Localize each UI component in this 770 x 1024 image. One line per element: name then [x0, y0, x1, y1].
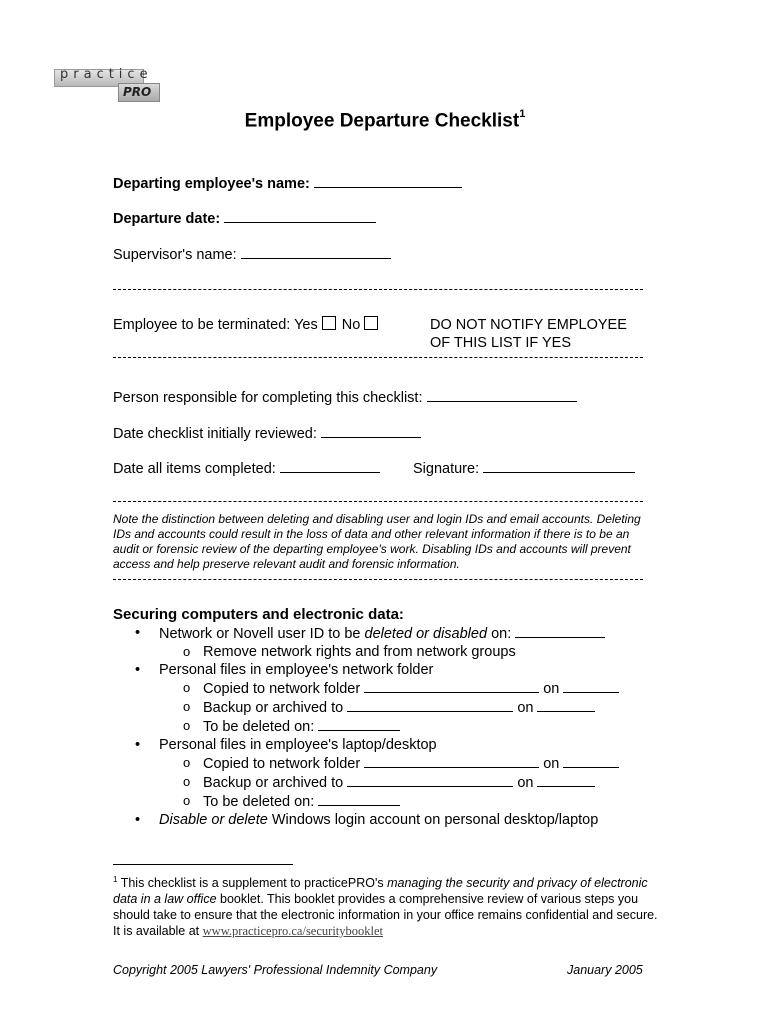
- laptop-backup-date-blank[interactable]: [537, 773, 595, 787]
- copyright-text: Copyright 2005 Lawyers' Professional Indemnity Company: [113, 963, 438, 977]
- network-delete-date-blank[interactable]: [318, 717, 400, 731]
- date-completed-blank[interactable]: [280, 459, 380, 473]
- dashed-divider: [113, 357, 643, 358]
- signature-field: Signature:: [413, 459, 635, 477]
- dashed-divider: [113, 501, 643, 502]
- list-item: o To be deleted on:: [113, 717, 673, 736]
- list-item: • Disable or delete Windows login account on personal desktop/laptop: [113, 811, 673, 829]
- list-item: o Backup or archived to on: [113, 698, 673, 717]
- departing-name-blank[interactable]: [314, 174, 462, 188]
- person-responsible-field: Person responsible for completing this checklist:: [113, 388, 577, 406]
- laptop-backup-blank[interactable]: [347, 773, 513, 787]
- laptop-copy-date-blank[interactable]: [563, 754, 619, 768]
- logo-pro: PRO: [123, 85, 152, 99]
- yes-checkbox[interactable]: [322, 316, 336, 330]
- page-title: Employee Departure Checklist$^1$: [244, 108, 526, 132]
- practicepro-logo: [54, 63, 158, 103]
- footnote: $^1$ This checklist is a supplement to practicePRO's managing the security and privacy of electronic data in a law office booklet. This booklet provides a comprehensive review of various steps you should take to ensure that the electronic information in your office remains confidential and secure. It is available at www.practicepro.ca/securitybooklet: [113, 875, 658, 939]
- network-copy-date-blank[interactable]: [563, 679, 619, 693]
- signature-blank[interactable]: [483, 459, 635, 473]
- laptop-copy-folder-blank[interactable]: [364, 754, 539, 768]
- footer-date: January 2005: [567, 963, 643, 977]
- list-item: • Personal files in employee's laptop/desktop: [113, 736, 673, 754]
- date-reviewed-field: Date checklist initially reviewed:: [113, 424, 421, 442]
- list-item: o Backup or archived to on: [113, 773, 673, 792]
- laptop-delete-date-blank[interactable]: [318, 792, 400, 806]
- departure-date-field: Departure date:: [113, 209, 376, 227]
- do-not-notify-warning: DO NOT NOTIFY EMPLOYEE OF THIS LIST IF YES: [430, 317, 627, 351]
- date-completed-field: Date all items completed:: [113, 459, 380, 477]
- dashed-divider: [113, 289, 643, 290]
- network-backup-date-blank[interactable]: [537, 698, 595, 712]
- dashed-divider: [113, 579, 643, 580]
- net-id-date-blank[interactable]: [515, 624, 605, 638]
- no-checkbox[interactable]: [364, 316, 378, 330]
- departing-name-field: Departing employee's name:: [113, 174, 462, 192]
- list-item: • Personal files in employee's network folder: [113, 661, 673, 679]
- list-item: o Remove network rights and from network groups: [113, 643, 673, 661]
- network-backup-blank[interactable]: [347, 698, 513, 712]
- section-heading: Securing computers and electronic data:: [113, 606, 404, 623]
- list-item: o Copied to network folder on: [113, 679, 673, 698]
- person-responsible-blank[interactable]: [427, 388, 577, 402]
- departure-date-blank[interactable]: [224, 209, 376, 223]
- date-reviewed-blank[interactable]: [321, 424, 421, 438]
- deletion-note: Note the distinction between deleting and disabling user and login IDs and email accounts. Deleting IDs and accounts could result in the loss of data and other relevant information if there is to be an audit or forensic review of the departing employee's work. Disabling IDs and accounts will prevent access and help preserve relevant audit and forensic information.: [113, 512, 641, 571]
- footnote-rule: [113, 864, 293, 865]
- security-booklet-link[interactable]: www.practicepro.ca/securitybooklet: [202, 924, 384, 939]
- list-item: o To be deleted on:: [113, 792, 673, 811]
- title-footnote-mark: 1: [519, 108, 526, 120]
- supervisor-field: Supervisor's name:: [113, 245, 391, 263]
- termination-question: Employee to be terminated: Yes No: [113, 316, 384, 333]
- list-item: o Copied to network folder on: [113, 754, 673, 773]
- checklist-items: [113, 624, 673, 829]
- network-copy-folder-blank[interactable]: [364, 679, 539, 693]
- supervisor-blank[interactable]: [241, 245, 391, 259]
- logo-word: practice: [60, 67, 153, 82]
- list-item: • Network or Novell user ID to be deleted or disabled on:: [113, 624, 673, 643]
